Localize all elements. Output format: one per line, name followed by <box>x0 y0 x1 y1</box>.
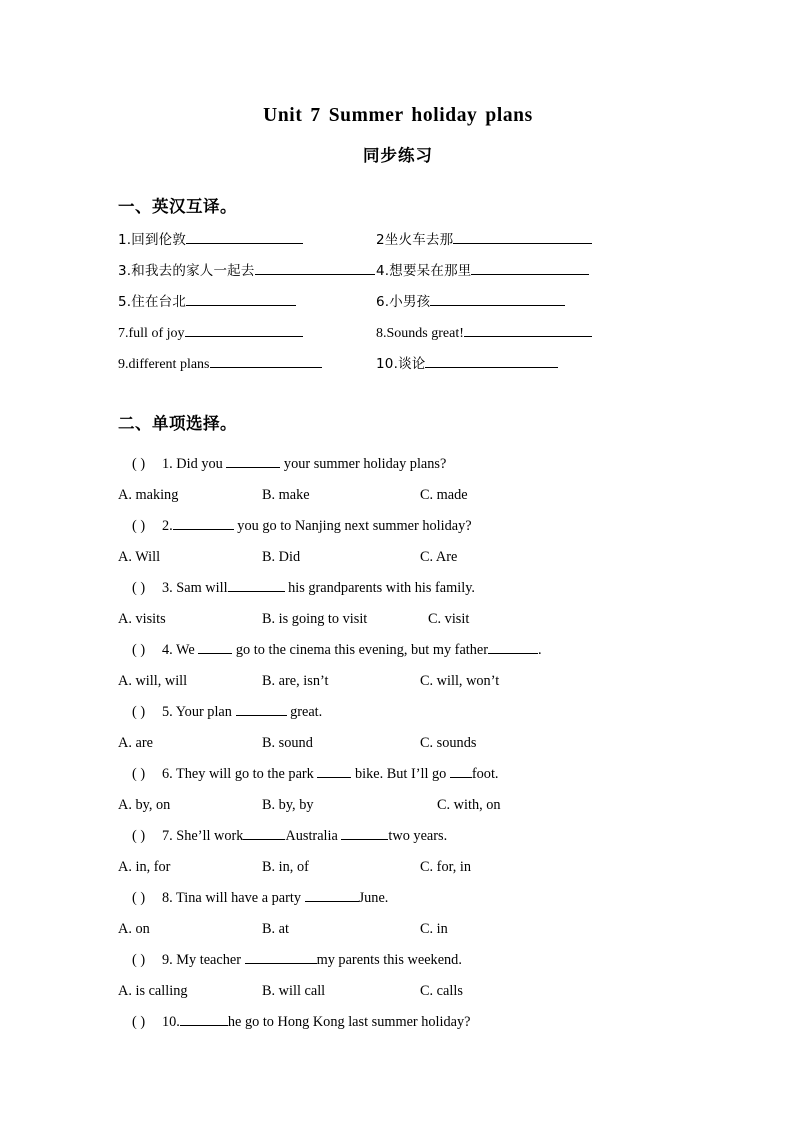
mc-q6-trailing: foot. <box>471 765 499 782</box>
translation-item-2-text: 坐火车去那 <box>384 231 454 248</box>
mc-q7-before: She’ll work <box>172 827 244 844</box>
mc-q9-option-c[interactable]: C. calls <box>420 982 463 999</box>
mc-q5-option-b[interactable]: B. sound <box>262 734 313 751</box>
mc-q7-number: 7. <box>162 827 173 844</box>
mc-question-5-options <box>118 728 678 759</box>
mc-q1-number: 1. <box>162 455 173 472</box>
mc-question-4-options <box>118 666 678 697</box>
mc-q1-option-b[interactable]: B. make <box>262 486 310 503</box>
mc-q5-option-a[interactable]: A. are <box>118 734 153 751</box>
mc-q8-option-c[interactable]: C. in <box>420 920 448 937</box>
mc-q9-number: 9. <box>162 951 173 968</box>
translation-item-1 <box>118 230 376 250</box>
answer-blank-9[interactable] <box>210 354 322 368</box>
answer-paren-4[interactable]: ( ) <box>132 641 146 658</box>
mc-q5-blank[interactable] <box>236 703 287 716</box>
mc-q4-option-a[interactable]: A. will, will <box>118 672 188 689</box>
mc-q2-option-b[interactable]: B. Did <box>262 548 301 565</box>
mc-q1-after: your summer holiday plans? <box>280 455 447 472</box>
mc-q7-option-a[interactable]: A. in, for <box>118 858 171 875</box>
mc-q4-option-b[interactable]: B. are, isn’t <box>262 672 329 689</box>
translation-item-4-text: 想要呆在那里 <box>389 262 472 279</box>
mc-question-7 <box>118 821 678 883</box>
mc-q8-before: Tina will have a party <box>172 889 305 906</box>
translation-item-10-label: 10. <box>376 355 399 372</box>
mc-question-6 <box>118 759 678 821</box>
translation-item-5-text: 住在台北 <box>131 293 187 310</box>
mc-question-8-options <box>118 914 678 945</box>
translation-item-3-label: 3. <box>118 262 132 279</box>
mc-q10-after: he go to Hong Kong last summer holiday? <box>227 1013 471 1030</box>
translation-item-7-text: full of joy <box>128 325 185 341</box>
answer-blank-6[interactable] <box>430 292 565 306</box>
mc-q3-after: his grandparents with his family. <box>284 579 476 596</box>
translation-row <box>118 354 678 385</box>
mc-question-1 <box>118 449 678 511</box>
mc-q8-number: 8. <box>162 889 173 906</box>
translation-item-9-label: 9. <box>118 356 129 372</box>
translation-item-1-text: 回到伦敦 <box>131 231 187 248</box>
mc-q7-trailing: two years. <box>388 827 448 844</box>
mc-q5-number: 5. <box>162 703 173 720</box>
mc-q8-blank[interactable] <box>305 889 359 902</box>
translation-row <box>118 230 678 261</box>
mc-q2-option-a[interactable]: A. Will <box>118 548 161 565</box>
translation-item-10-text: 谈论 <box>398 355 426 372</box>
answer-paren-8[interactable]: ( ) <box>132 889 146 906</box>
page-subtitle: 同步练习 <box>363 146 433 166</box>
mc-q8-option-b[interactable]: B. at <box>262 920 290 937</box>
answer-paren-9[interactable]: ( ) <box>132 951 146 968</box>
translation-item-8-text: Sounds great! <box>386 325 464 341</box>
mc-question-1-text <box>118 449 678 480</box>
mc-question-10-text <box>118 1007 678 1038</box>
translation-item-6-label: 6. <box>376 293 390 310</box>
mc-q9-option-a[interactable]: A. is calling <box>118 982 188 999</box>
mc-q1-before: Did you <box>172 455 227 472</box>
mc-q7-option-b[interactable]: B. in, of <box>262 858 309 875</box>
mc-q9-option-b[interactable]: B. will call <box>262 982 326 999</box>
section-2-heading: 二、单项选择。 <box>118 413 237 433</box>
section-1-heading: 一、英汉互译。 <box>118 197 237 217</box>
mc-q3-before: Sam will <box>172 579 228 596</box>
translation-item-4 <box>376 261 676 281</box>
mc-question-3-options <box>118 604 678 635</box>
answer-paren-10[interactable]: ( ) <box>132 1013 146 1030</box>
translation-item-6 <box>376 292 676 312</box>
mc-q3-option-c[interactable]: C. visit <box>428 610 470 627</box>
mc-q1-option-c[interactable]: C. made <box>420 486 468 503</box>
mc-q4-blank-1[interactable] <box>198 641 232 654</box>
mc-q4-option-c[interactable]: C. will, won’t <box>420 672 500 689</box>
translation-item-7-label: 7. <box>118 325 129 341</box>
answer-paren-1[interactable]: ( ) <box>132 455 146 472</box>
translation-item-3 <box>118 261 376 281</box>
answer-blank-1[interactable] <box>186 230 303 244</box>
answer-blank-4[interactable] <box>471 261 589 275</box>
translation-exercise-list <box>118 217 678 385</box>
answer-paren-5[interactable]: ( ) <box>132 703 146 720</box>
answer-blank-3[interactable] <box>255 261 375 275</box>
translation-item-9 <box>118 354 376 375</box>
mc-question-2-text <box>118 511 678 542</box>
mc-q8-after: June. <box>358 889 389 906</box>
mc-q2-number: 2. <box>162 517 173 534</box>
translation-item-3-text: 和我去的家人一起去 <box>131 262 255 279</box>
mc-q8-option-a[interactable]: A. on <box>118 920 150 937</box>
mc-q9-before: My teacher <box>172 951 245 968</box>
mc-q7-blank-2[interactable] <box>341 827 388 840</box>
answer-paren-7[interactable]: ( ) <box>132 827 146 844</box>
mc-q6-option-b[interactable]: B. by, by <box>262 796 314 813</box>
mc-q10-blank[interactable] <box>180 1013 228 1026</box>
mc-q6-option-a[interactable]: A. by, on <box>118 796 171 813</box>
mc-q2-option-c[interactable]: C. Are <box>420 548 458 565</box>
mc-question-5-text <box>118 697 678 728</box>
mc-question-6-text <box>118 759 678 790</box>
answer-paren-6[interactable]: ( ) <box>132 765 146 782</box>
answer-blank-7[interactable] <box>185 323 303 337</box>
translation-item-6-text: 小男孩 <box>389 293 431 310</box>
translation-item-4-label: 4. <box>376 262 390 279</box>
mc-q4-number: 4. <box>162 641 173 658</box>
answer-paren-2[interactable]: ( ) <box>132 517 146 534</box>
mc-question-3-text <box>118 573 678 604</box>
translation-row <box>118 261 678 292</box>
mc-q3-option-a[interactable]: A. visits <box>118 610 166 627</box>
mc-q5-after: great. <box>286 703 323 720</box>
translation-item-8 <box>376 323 676 344</box>
mc-q7-blank-1[interactable] <box>243 827 285 840</box>
translation-row <box>118 292 678 323</box>
mc-question-1-options <box>118 480 678 511</box>
mc-question-9-options <box>118 976 678 1007</box>
mc-q5-option-c[interactable]: C. sounds <box>420 734 477 751</box>
mc-q4-after: go to the cinema this evening, but my father <box>232 641 489 658</box>
mc-q3-number: 3. <box>162 579 173 596</box>
mc-question-2 <box>118 511 678 573</box>
page-title: Unit 7 Summer holiday plans <box>263 105 533 126</box>
multiple-choice-list <box>118 434 678 1038</box>
translation-item-2-label: 2 <box>376 231 385 248</box>
mc-q3-blank[interactable] <box>228 579 285 592</box>
translation-item-1-label: 1. <box>118 231 132 248</box>
translation-item-7 <box>118 323 376 344</box>
answer-blank-5[interactable] <box>186 292 296 306</box>
mc-q3-option-b[interactable]: B. is going to visit <box>262 610 368 627</box>
mc-q6-before: They will go to the park <box>172 765 318 782</box>
mc-q7-option-c[interactable]: C. for, in <box>420 858 472 875</box>
translation-item-10 <box>376 354 676 374</box>
mc-q9-after: my parents this weekend. <box>316 951 462 968</box>
mc-q7-after: Australia <box>285 827 342 844</box>
translation-item-8-label: 8. <box>376 325 387 341</box>
mc-question-7-options <box>118 852 678 883</box>
translation-row <box>118 323 678 354</box>
mc-question-8-text <box>118 883 678 914</box>
mc-question-10 <box>118 1007 678 1038</box>
mc-q6-option-c[interactable]: C. with, on <box>437 796 501 813</box>
mc-question-6-options <box>118 790 678 821</box>
mc-q1-option-a[interactable]: A. making <box>118 486 179 503</box>
answer-blank-10[interactable] <box>425 354 558 368</box>
mc-q6-blank-2[interactable] <box>450 765 472 778</box>
mc-question-2-options <box>118 542 678 573</box>
answer-blank-2[interactable] <box>453 230 592 244</box>
mc-q2-after: you go to Nanjing next summer holiday? <box>233 517 472 534</box>
mc-question-5 <box>118 697 678 759</box>
mc-q9-blank[interactable] <box>245 951 317 964</box>
page-content <box>118 0 678 1038</box>
mc-question-4-text <box>118 635 678 666</box>
mc-q5-before: Your plan <box>172 703 236 720</box>
translation-item-5 <box>118 292 376 312</box>
mc-question-3 <box>118 573 678 635</box>
answer-paren-3[interactable]: ( ) <box>132 579 146 596</box>
mc-question-4 <box>118 635 678 697</box>
mc-q4-before: We <box>172 641 199 658</box>
mc-q2-blank[interactable] <box>173 517 234 530</box>
mc-question-7-text <box>118 821 678 852</box>
translation-item-9-text: different plans <box>128 356 210 372</box>
translation-item-5-label: 5. <box>118 293 132 310</box>
mc-question-8 <box>118 883 678 945</box>
mc-question-9-text <box>118 945 678 976</box>
mc-q4-blank-2[interactable] <box>488 641 538 654</box>
mc-question-9 <box>118 945 678 1007</box>
mc-q10-number: 10. <box>162 1013 180 1030</box>
mc-q4-trailing: . <box>538 641 542 658</box>
mc-q1-blank[interactable] <box>226 455 280 468</box>
translation-item-2 <box>376 230 676 250</box>
answer-blank-8[interactable] <box>464 323 592 337</box>
mc-q6-after: bike. But I’ll go <box>351 765 450 782</box>
mc-q6-blank-1[interactable] <box>317 765 351 778</box>
mc-q6-number: 6. <box>162 765 173 782</box>
